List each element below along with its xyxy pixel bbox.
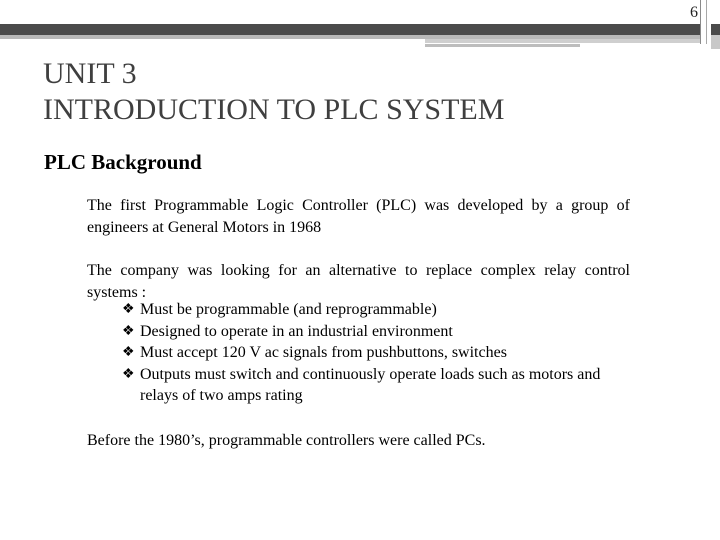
diamond-bullet-icon: ❖ [122,366,135,382]
list-item-text: Must accept 120 V ac signals from pushbuttons, switches [140,344,507,361]
title-line-1: UNIT 3 [43,57,137,90]
diamond-bullet-icon: ❖ [122,323,135,339]
diamond-bullet-icon: ❖ [122,302,135,317]
title-line-2: INTRODUCTION TO PLC SYSTEM [43,93,505,126]
paragraph-requirements-intro: The company was looking for an alternative to replace complex relay control systems : [87,262,630,301]
list-item-text: Must be programmable (and reprogrammable) [140,301,437,318]
section-heading: PLC Background [44,150,202,174]
list-item [122,364,642,407]
list-item-text: Designed to operate in an industrial environment [140,322,453,340]
header-bar-accent-short [425,44,580,47]
list-item [122,342,642,364]
list-item [122,299,642,321]
diamond-bullet-icon: ❖ [122,345,135,360]
header-bar-accent [425,39,700,43]
paragraph-naming: Before the 1980’s, programmable controllers were called PCs. [87,432,486,449]
paragraph-history: The first Programmable Logic Controller (PLC) was developed by a group of engineers at General Motors in 1968 [87,197,630,236]
list-item [122,321,642,343]
page-title [43,56,504,128]
corner-block-shadow [711,35,720,49]
corner-block [711,24,720,35]
list-item-text: Outputs must switch and continuously operate loads such as motors and relays of two amps rating [140,365,601,404]
divider-line [700,0,701,44]
divider-line [706,0,707,44]
header-bar [0,24,700,35]
page-number: 6 [690,4,698,21]
requirements-list [122,299,642,407]
